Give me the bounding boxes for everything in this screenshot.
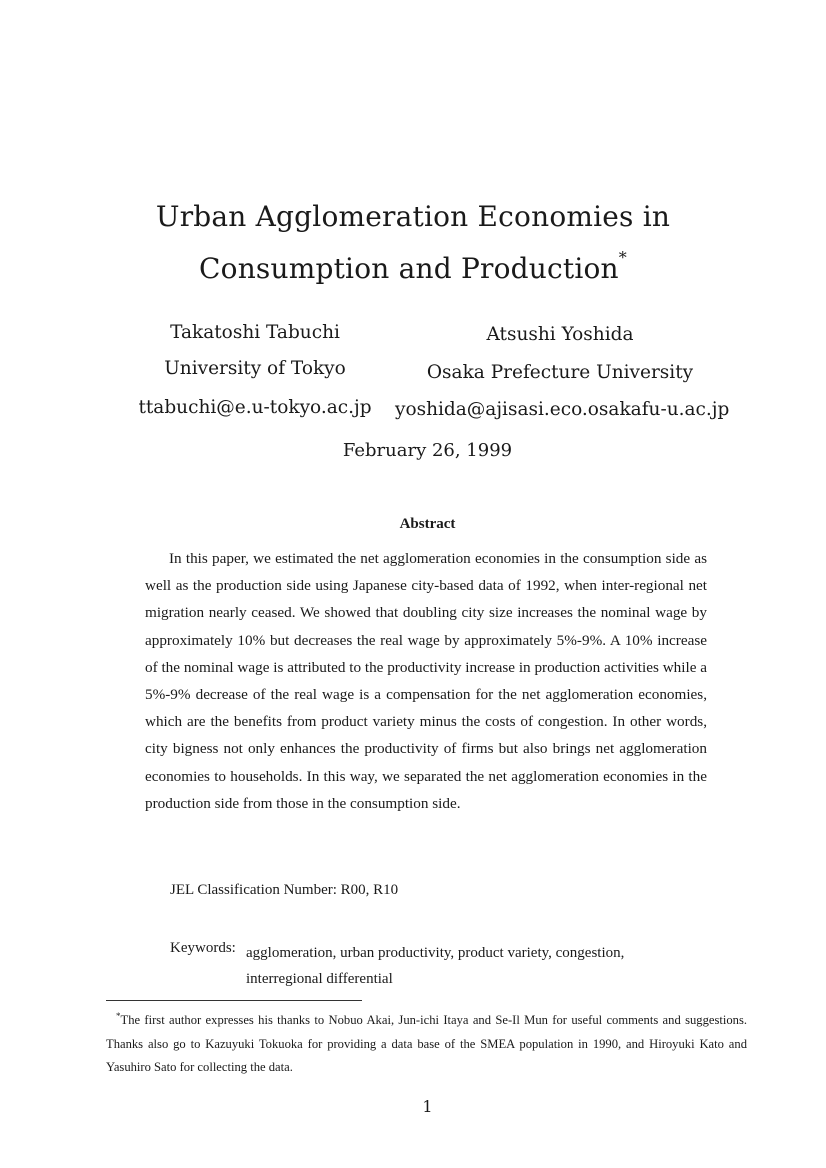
abstract-body: In this paper, we estimated the net agglomeration economies in the consumption side as well as the production side using Japanese city-based data of 1992, when inter-regional net migration nearly ceased. We showed that doubling city size increases the nominal wage by approximately 10% but decreases the real wage by approximately 5%-9%. A 10% increase of the nominal wage is attributed to the productivity increase in production activities while a 5%-9% decrease of the real wage is a compensation for the net agglomeration economies, which are the benefits from product variety minus the costs of congestion. In other words, city bigness not only enhances the productivity of firms but also brings net agglomeration economies to households. In this way, we separated the net agglomeration economies in the production side from those in the consumption side. bbox=[145, 550, 707, 812]
abstract-heading: Abstract bbox=[399, 516, 456, 532]
jel-classification: JEL Classification Number: R00, R10 bbox=[170, 882, 399, 898]
footnote-mark: * bbox=[116, 1011, 121, 1021]
author-2-affiliation: Osaka Prefecture University bbox=[426, 362, 694, 383]
keywords-label: Keywords: bbox=[170, 940, 236, 956]
author-1-name: Takatoshi Tabuchi bbox=[170, 322, 340, 343]
paper-title-line-2 bbox=[0, 248, 826, 285]
footnote bbox=[106, 1005, 747, 1080]
footnote-rule bbox=[106, 1000, 362, 1001]
author-2-email: yoshida@ajisasi.eco.osakafu-u.ac.jp bbox=[395, 399, 730, 420]
paper-title-line-2-text: Consumption and Production bbox=[199, 252, 619, 285]
footnote-text: The first author expresses his thanks to Nobuo Akai, Jun-ichi Itaya and Se-Il Mun for useful comments and suggestions. Thanks also go to Kazuyuki Tokuoka for providing a data base of the SMEA population in 1990, and Hiroyuki Kato and Yasuhiro Sato for collecting the data. bbox=[106, 1013, 747, 1075]
keywords-list: agglomeration, urban productivity, product variety, congestion, interregional differential bbox=[246, 945, 625, 987]
paper-date: February 26, 1999 bbox=[342, 440, 513, 461]
paper-title-line-1: Urban Agglomeration Economies in bbox=[155, 200, 671, 233]
author-1-email: ttabuchi@e.u-tokyo.ac.jp bbox=[138, 397, 372, 418]
title-footnote-mark: * bbox=[618, 248, 627, 267]
page-number: 1 bbox=[422, 1097, 433, 1116]
author-2-name: Atsushi Yoshida bbox=[486, 324, 634, 345]
author-1-affiliation: University of Tokyo bbox=[164, 358, 346, 379]
